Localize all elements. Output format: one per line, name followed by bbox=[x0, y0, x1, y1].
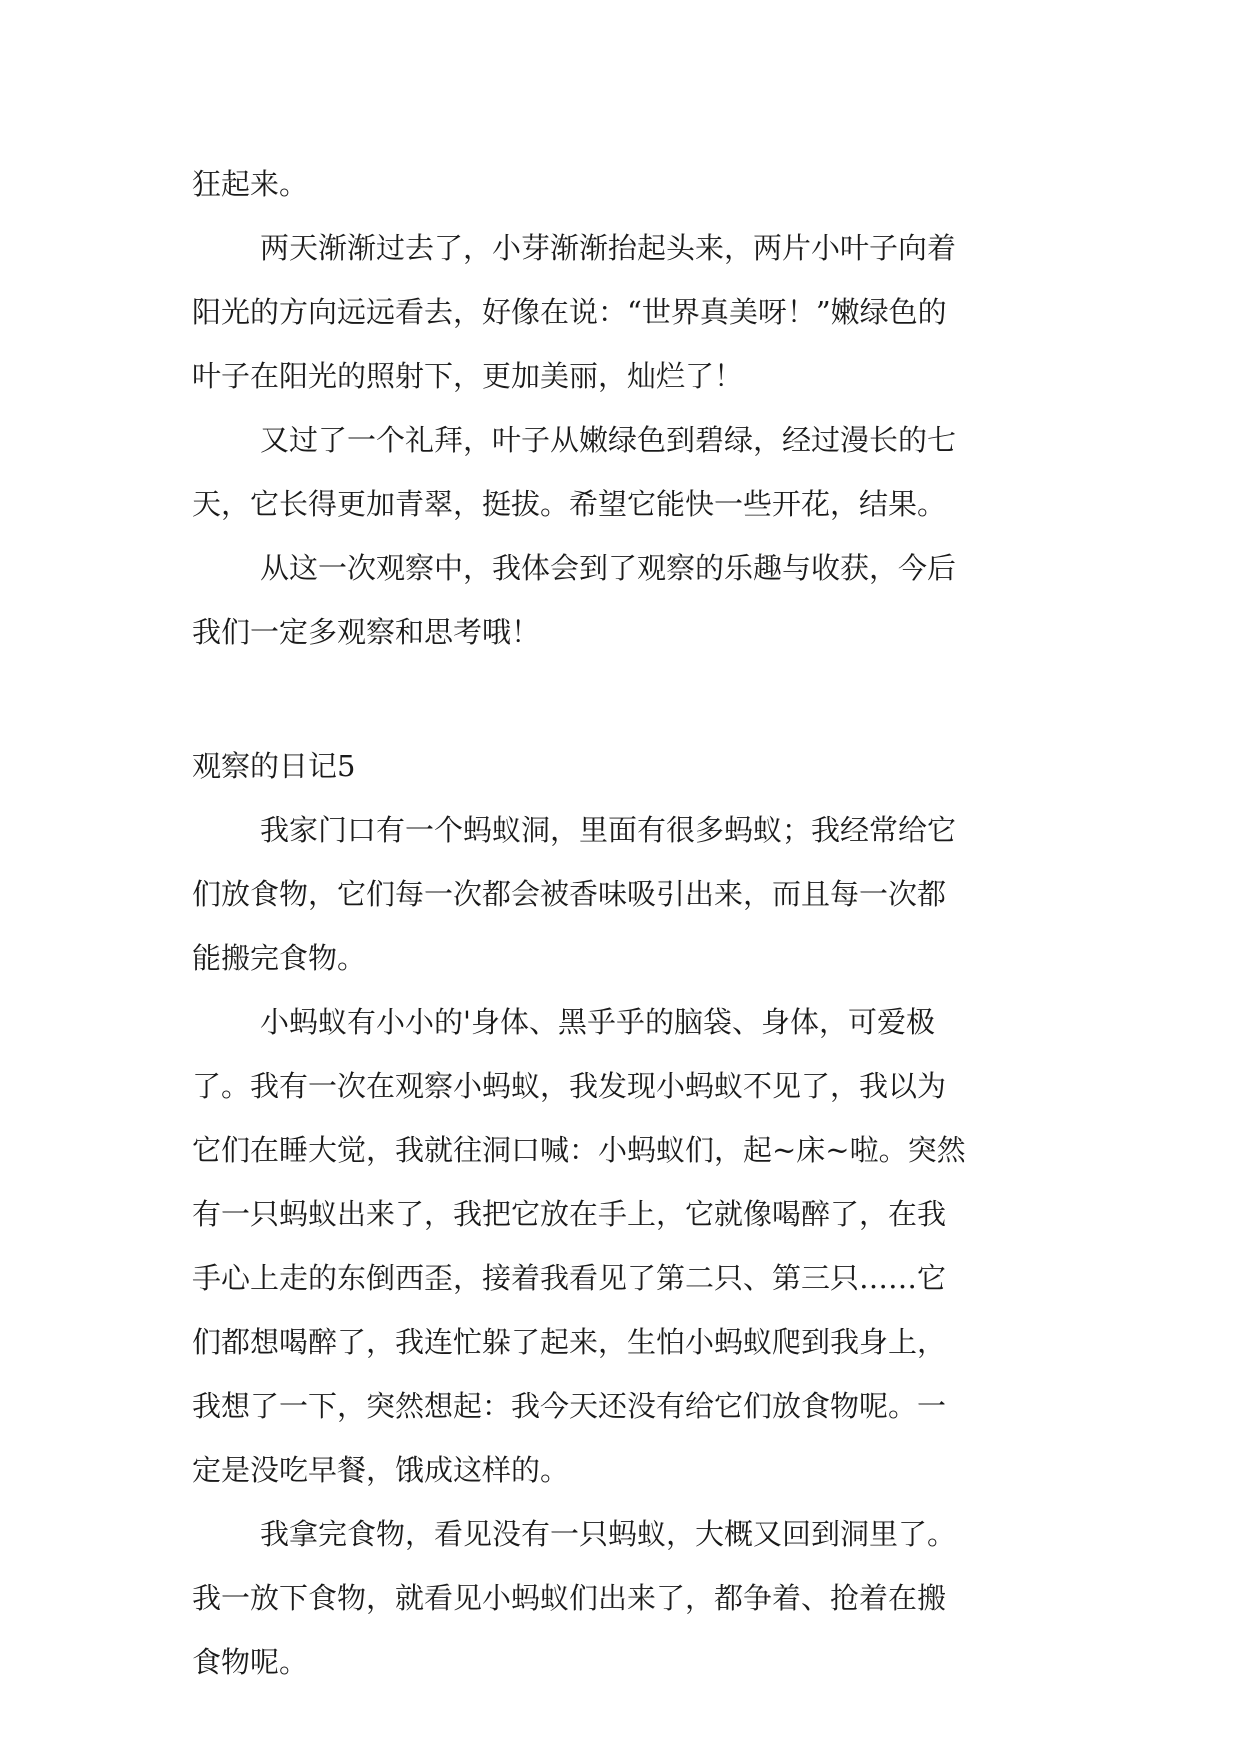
text-line: 它们在睡大觉，我就往洞口喊：小蚂蚁们，起~床~啦。突然 bbox=[192, 1133, 966, 1167]
text-line: 我想了一下，突然想起：我今天还没有给它们放食物呢。一 bbox=[192, 1389, 947, 1423]
text-line: 手心上走的东倒西歪，接着我看见了第二只、第三只……它 bbox=[192, 1261, 947, 1295]
paragraph-sprout-two-days bbox=[192, 216, 1072, 408]
text-line: 叶子在阳光的照射下，更加美丽，灿烂了！ bbox=[192, 359, 744, 393]
text-line: 狂起来。 bbox=[192, 167, 309, 201]
paragraph-ant-hole bbox=[192, 798, 1072, 990]
text-line: 定是没吃早餐，饿成这样的。 bbox=[192, 1453, 570, 1487]
text-line: 又过了一个礼拜，叶子从嫩绿色到碧绿，经过漫长的七 bbox=[260, 423, 957, 457]
text-line: 我拿完食物，看见没有一只蚂蚁，大概又回到洞里了。 bbox=[260, 1517, 957, 1551]
text-line: 能搬完食物。 bbox=[192, 941, 367, 975]
text-line: 两天渐渐过去了，小芽渐渐抬起头来，两片小叶子向着 bbox=[260, 231, 957, 265]
text-line: 从这一次观察中，我体会到了观察的乐趣与收获，今后 bbox=[260, 551, 957, 585]
paragraph-conclusion bbox=[192, 536, 1072, 664]
section-spacer bbox=[192, 664, 1072, 734]
text-line: 小蚂蚁有小小的'身体、黑乎乎的脑袋、身体，可爱极 bbox=[260, 1005, 935, 1039]
text-line: 食物呢。 bbox=[192, 1645, 309, 1679]
paragraph-feeding bbox=[192, 1502, 1072, 1694]
text-line: 们都想喝醉了，我连忙躲了起来，生怕小蚂蚁爬到我身上， bbox=[192, 1325, 947, 1359]
text-line: 我一放下食物，就看见小蚂蚁们出来了，都争着、抢着在搬 bbox=[192, 1581, 947, 1615]
document-body bbox=[192, 152, 1072, 1694]
paragraph-one-week-later bbox=[192, 408, 1072, 536]
paragraph-little-ants bbox=[192, 990, 1072, 1502]
text-line: 我家门口有一个蚂蚁洞，里面有很多蚂蚁；我经常给它 bbox=[260, 813, 957, 847]
section-title: 观察的日记5 bbox=[192, 749, 356, 783]
text-line: 阳光的方向远远看去，好像在说：“世界真美呀！”嫩绿色的 bbox=[192, 295, 947, 329]
text-line: 们放食物，它们每一次都会被香味吸引出来，而且每一次都 bbox=[192, 877, 947, 911]
text-line: 我们一定多观察和思考哦！ bbox=[192, 615, 541, 649]
text-line: 有一只蚂蚁出来了，我把它放在手上，它就像喝醉了，在我 bbox=[192, 1197, 947, 1231]
text-line: 天，它长得更加青翠，挺拔。希望它能快一些开花，结果。 bbox=[192, 487, 947, 521]
text-line: 了。我有一次在观察小蚂蚁，我发现小蚂蚁不见了，我以为 bbox=[192, 1069, 947, 1103]
paragraph-continuation bbox=[192, 152, 1072, 216]
